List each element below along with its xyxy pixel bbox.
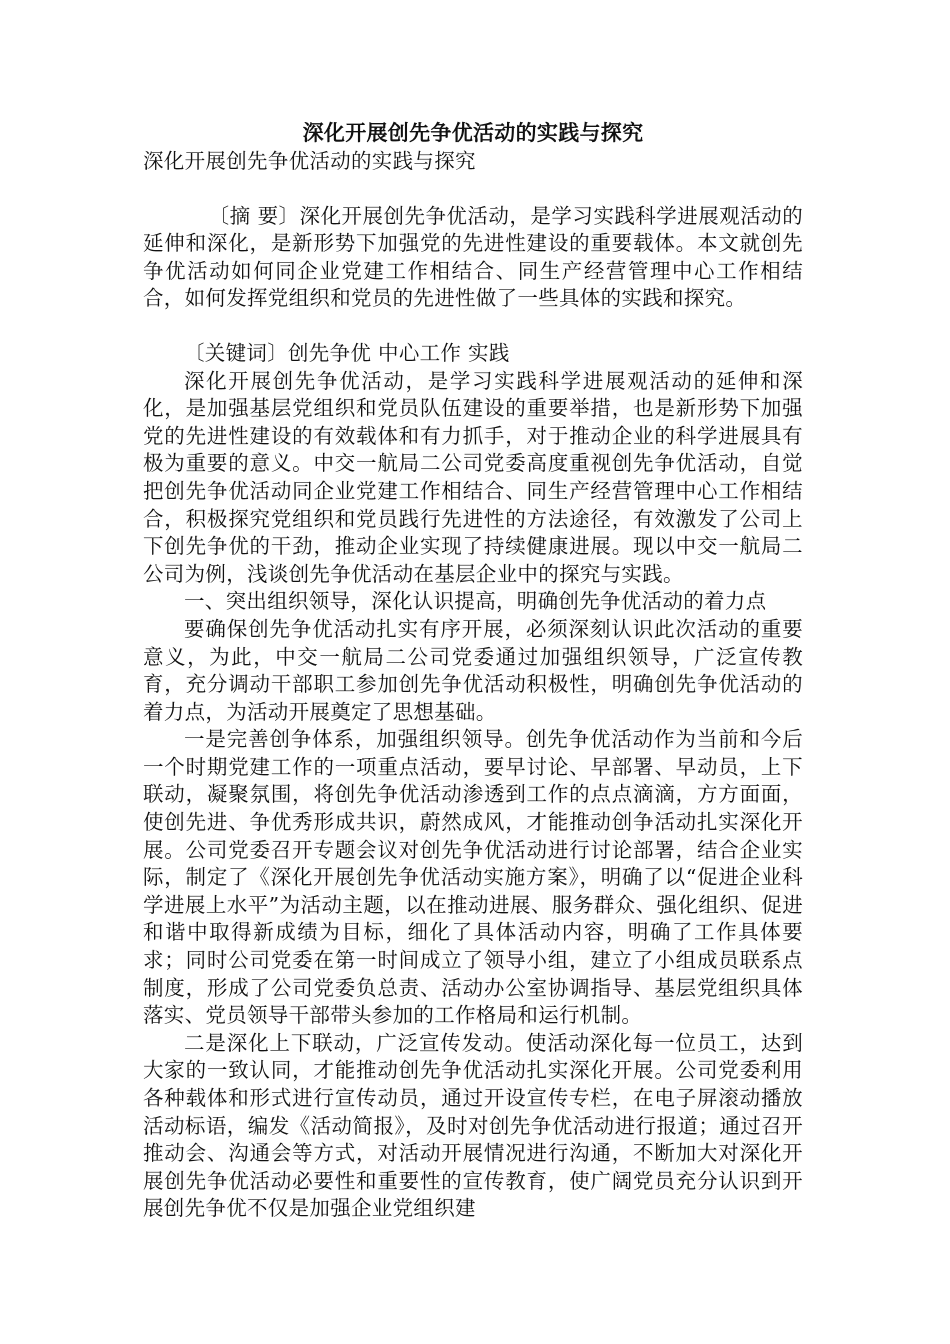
document-subtitle: 深化开展创先争优活动的实践与探究 [143, 149, 476, 173]
section-heading: 一、突出组织领导，深化认识提高，明确创先争优活动的着力点 [184, 589, 767, 614]
abstract-paragraph: 〔摘 要〕深化开展创先争优活动，是学习实践科学进展观活动的延伸和深化，是新形势下加强党的先进性建设的重要载体。本文就创先争优活动如何同企业党建工作相结合、同生产经营管理中心工作相结合，如何发挥党组织和党员的先进性做了一些具体的实践和探究。 [143, 203, 803, 311]
body-paragraph: 一是完善创争体系，加强组织领导。创先争优活动作为当前和今后一个时期党建工作的一项重点活动，要早讨论、早部署、早动员，上下联动，凝聚氛围，将创先争优活动渗透到工作的点点滴滴，方方面面，使创先进、争优秀形成共识，蔚然成风，才能推动创争活动扎实深化开展。公司党委召开专题会议对创先争优活动进行讨论部署，结合企业实际，制定了《深化开展创先争优活动实施方案》，明确了以“促进企业科学进展上水平”为活动主题，以在推动进展、服务群众、强化组织、促进和谐中取得新成绩为目标，细化了具体活动内容，明确了工作具体要求；同时公司党委在第一时间成立了领导小组，建立了小组成员联系点制度，形成了公司党委负总责、活动办公室协调指导、基层党组织具体落实、党员领导干部带头参加的工作格局和运行机制。 [143, 727, 803, 1028]
body-paragraph: 要确保创先争优活动扎实有序开展，必须深刻认识此次活动的重要意义，为此，中交一航局二公司党委通过加强组织领导，广泛宣传教育，充分调动干部职工参加创先争优活动积极性，明确创先争优活动的着力点，为活动开展奠定了思想基础。 [143, 616, 803, 724]
document-body [143, 118, 803, 1223]
body-paragraph: 深化开展创先争优活动，是学习实践科学进展观活动的延伸和深化，是加强基层党组织和党员队伍建设的重要举措，也是新形势下加强党的先进性建设的有效载体和有力抓手，对于推动企业的科学进展具有极为重要的意义。中交一航局二公司党委高度重视创先争优活动，自觉把创先争优活动同企业党建工作相结合、同生产经营管理中心工作相结合，积极探究党组织和党员践行先进性的方法途径，有效激发了公司上下创先争优的干劲，推动企业实现了持续健康进展。现以中交一航局二公司为例，浅谈创先争优活动在基层企业中的探究与实践。 [143, 368, 803, 586]
document-title: 深化开展创先争优活动的实践与探究 [302, 120, 644, 145]
body-paragraph: 二是深化上下联动，广泛宣传发动。使活动深化每一位员工，达到大家的一致认同，才能推动创先争优活动扎实深化开展。公司党委利用各种载体和形式进行宣传动员，通过开设宣传专栏，在电子屏滚动播放活动标语，编发《活动简报》，及时对创先争优活动进行报道；通过召开推动会、沟通会等方式，对活动开展情况进行沟通，不断加大对深化开展创先争优活动必要性和重要性的宣传教育，使广阔党员充分认识到开展创先争优不仅是加强企业党组织建 [143, 1030, 803, 1221]
keywords-line: 〔关键词〕创先争优 中心工作 实践 [184, 340, 510, 365]
